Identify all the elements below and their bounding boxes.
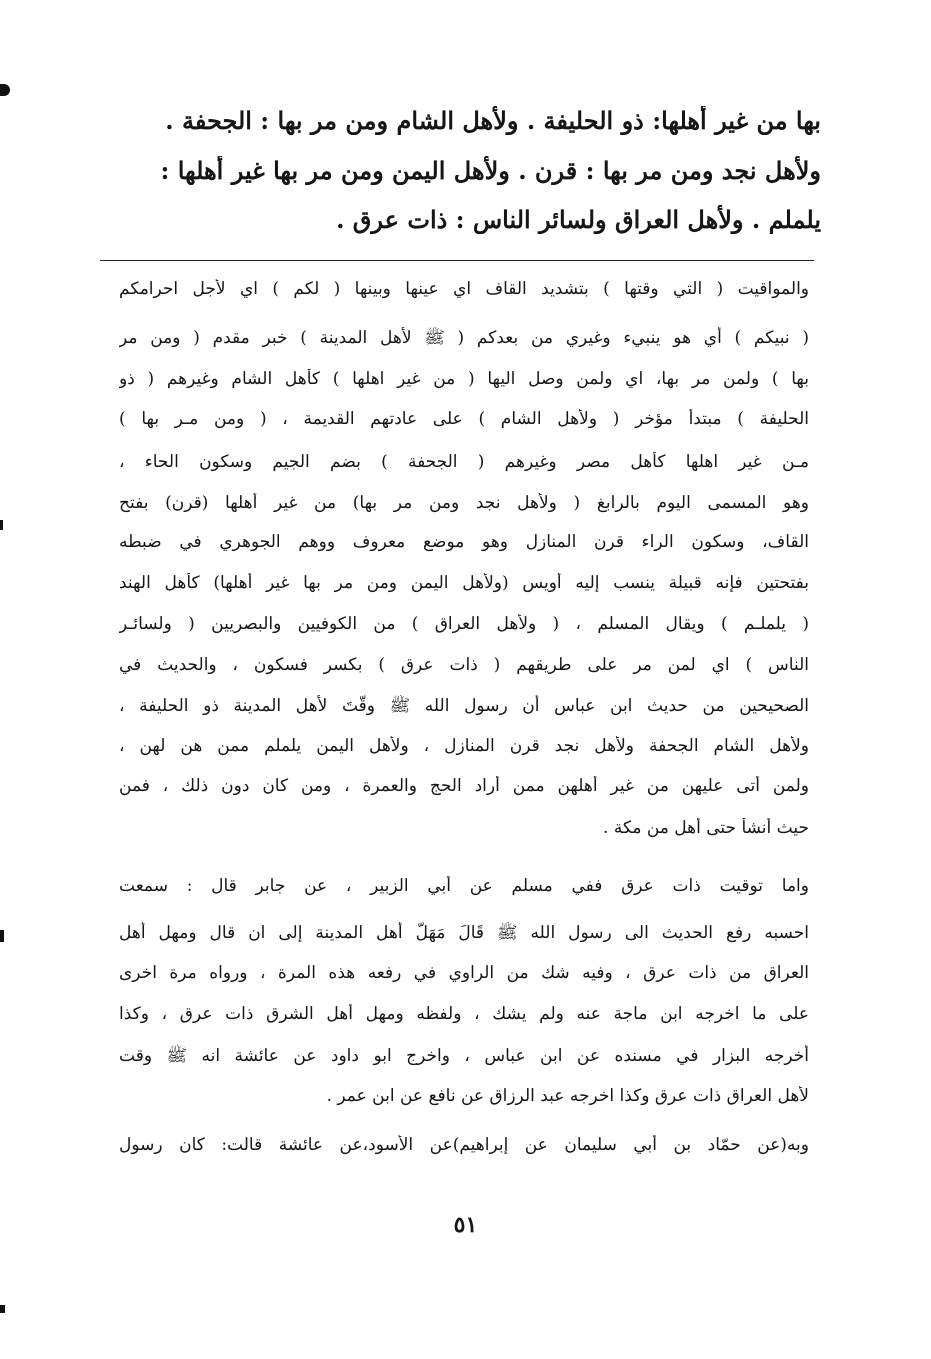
main-text-line: يلملم . ولأهل العراق ولسائر الناس : ذات عرق .: [336, 205, 821, 234]
commentary-line: الناس ) اي لمن مر على طريقهم ( ذات عرق ) بكسر فسكون ، والحديث في: [119, 655, 809, 675]
paragraph2-line: العراق من ذات عرق ، وفيه شك من الراوي في رفعه هذه المرة ، ورواه مرة اخرى: [119, 963, 809, 983]
commentary-line: بها ) ولمن مر بها، اي ولمن وصل اليها ( من غير اهلها ) كأهل الشام وغيرهم ( ذو: [119, 369, 809, 389]
commentary-line: بفتحتين فإنه قبيلة ينسب إليه أويس (ولأهل اليمن ومن مر بها غير أهلها) كأهل الهند: [119, 573, 809, 593]
commentary-line: وهو المسمى اليوم بالرابغ ( ولأهل نجد ومن مر بها) من غير أهلها (قرن) بفتح: [119, 493, 809, 513]
commentary-line: ولمن أتى عليهن من غير أهلهن ممن أراد الحج والعمرة ، ومن كان دون ذلك ، فمن: [119, 776, 809, 796]
main-text-line: بها من غير أهلها: ذو الحليفة . ولأهل الشام ومن مر بها : الجحفة .: [165, 106, 821, 135]
commentary-line: مـن غير اهلها كأهل مصر وغيرهم ( الجحفة ) بضم الجيم وسكون الحاء ،: [119, 452, 809, 472]
paragraph2-line: احسبه رفع الحديث الى رسول الله ﷺ قَالَ مَهَلُّ أهل المدينة إلى ان قال ومهل أهل: [119, 923, 809, 943]
footnote-separator: [100, 260, 814, 261]
scan-edge-mark: [0, 930, 4, 942]
commentary-line: والمواقيت ( التي وقتها ) بتشديد القاف اي عينها وبينها ( لكم ) اي لأجل احرامكم: [119, 279, 809, 299]
paragraph2-line: على ما اخرجه ابن ماجة عنه ولم يشك ، ولفظه ومهل أهل الشرق ذات عرق ، وكذا: [119, 1004, 809, 1024]
scan-edge-mark: [0, 1305, 5, 1313]
commentary-line: حيث أنشأ حتى أهل من مكة .: [603, 818, 809, 838]
page-number: ٥١: [453, 1212, 478, 1238]
scan-edge-mark: [0, 520, 3, 530]
commentary-line: ( نبيكم ) أي هو ينبيء وغيري من بعدكم ( ﷺ لأهل المدينة ) خبر مقدم ( ومن مر: [119, 328, 809, 348]
main-text-line: ولأهل نجد ومن مر بها : قرن . ولأهل اليمن ومن مر بها غير أهلها :: [160, 156, 821, 185]
next-hadith-line: وبه(عن حمّاد بن أبي سليمان عن إبراهيم)عن الأسود،عن عائشة قالت: كان رسول: [119, 1135, 809, 1155]
paragraph2-line: أخرجه البزار في مسنده عن ابن عباس ، واخرج ابو داود عن عائشة انه ﷺ وقت: [119, 1046, 809, 1066]
paragraph2-line: لأهل العراق ذات عرق وكذا اخرجه عبد الرزاق عن نافع عن ابن عمر .: [326, 1086, 809, 1106]
commentary-line: الحليفة ) مبتدأ مؤخر ( ولأهل الشام ) على عادتهم القديمة ، ( ومن مـر بها ): [119, 409, 809, 429]
paragraph2-line: واما توقيت ذات عرق ففي مسلم عن أبي الزبير ، عن جابر قال : سمعت: [119, 876, 809, 896]
commentary-line: ولأهل الشام الجحفة ولأهل نجد قرن المنازل ، ولأهل اليمن يلملم ممن هن لهن ،: [119, 736, 809, 756]
commentary-line: الصحيحين من حديث ابن عباس أن رسول الله ﷺ وقّتَ لأهل المدينة ذو الحليفة ،: [119, 696, 809, 716]
commentary-line: ( يلملـم ) ويقال المسلم ، ( ولأهل العراق ) من الكوفيين والبصريين ( ولسائـر: [119, 614, 809, 634]
commentary-line: القاف، وسكون الراء قرن المنازل وهو موضع معروف ووهم الجوهري في ضبطه: [119, 532, 809, 552]
